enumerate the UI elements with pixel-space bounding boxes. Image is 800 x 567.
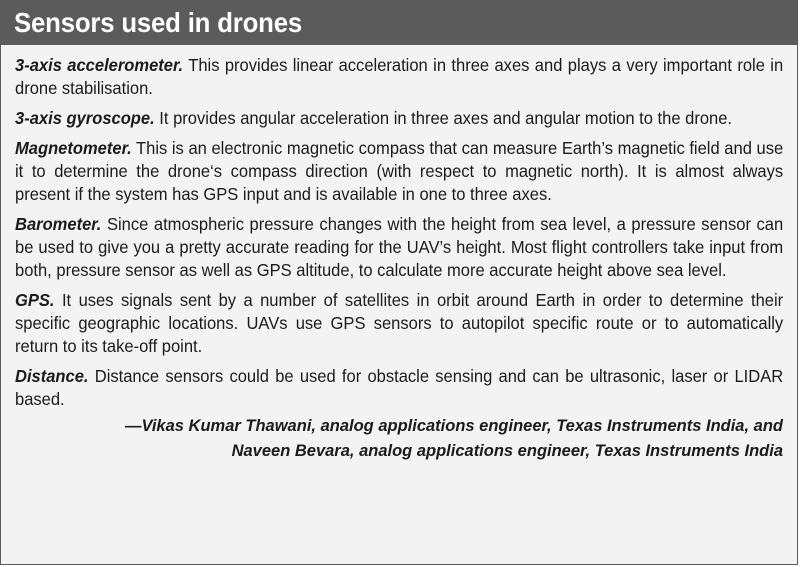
box-content (1, 45, 797, 464)
entry-text: It provides angular acceleration in three axes and angular motion to the drone. (154, 108, 733, 128)
entry-term: 3-axis gyroscope. (15, 108, 155, 128)
entry-text: This provides linear acceleration in three axes and plays a very important role in drone stabilisation. (15, 55, 784, 98)
entry-accelerometer (15, 54, 783, 100)
entry-term: 3-axis accelerometer. (15, 55, 184, 75)
entry-text: It uses signals sent by a number of satellites in orbit around Earth in order to determine their specific geographic locations. UAVs use GPS sensors to autopilot specific route or to automatically return to its take-off point. (15, 290, 784, 356)
credit-line-2: Naveen Bevara, analog applications engineer, Texas Instruments India (231, 442, 783, 460)
entry-term: Magnetometer. (15, 138, 132, 158)
credit-line-1: —Vikas Kumar Thawani, analog applications engineer, Texas Instruments India, and (124, 417, 783, 435)
author-credit (15, 414, 783, 464)
box-title: Sensors used in drones (14, 7, 302, 38)
entry-text: This is an electronic magnetic compass that can measure Earth’s magnetic field and use it to determine the drone‘s compass direction (with respect to magnetic north). It is almost always present if the system has GPS input and is available in one to three axes. (15, 138, 784, 204)
entry-term: GPS. (15, 290, 55, 310)
entry-text: Since atmospheric pressure changes with the height from sea level, a pressure sensor can be used to give you a pretty accurate reading for the UAV’s height. Most flight controllers take input from both, pressure sensor as well as GPS altitude, to calculate more accurate height above sea level. (15, 214, 784, 280)
entry-magnetometer (15, 137, 783, 206)
entry-barometer (15, 213, 783, 282)
entry-gps (15, 289, 783, 358)
entry-term: Distance. (15, 366, 89, 386)
entry-term: Barometer. (15, 214, 102, 234)
box-header (1, 1, 797, 45)
entry-distance (15, 365, 783, 411)
entry-text: Distance sensors could be used for obstacle sensing and can be ultrasonic, laser or LIDAR based. (15, 366, 784, 409)
entry-gyroscope (15, 107, 783, 130)
